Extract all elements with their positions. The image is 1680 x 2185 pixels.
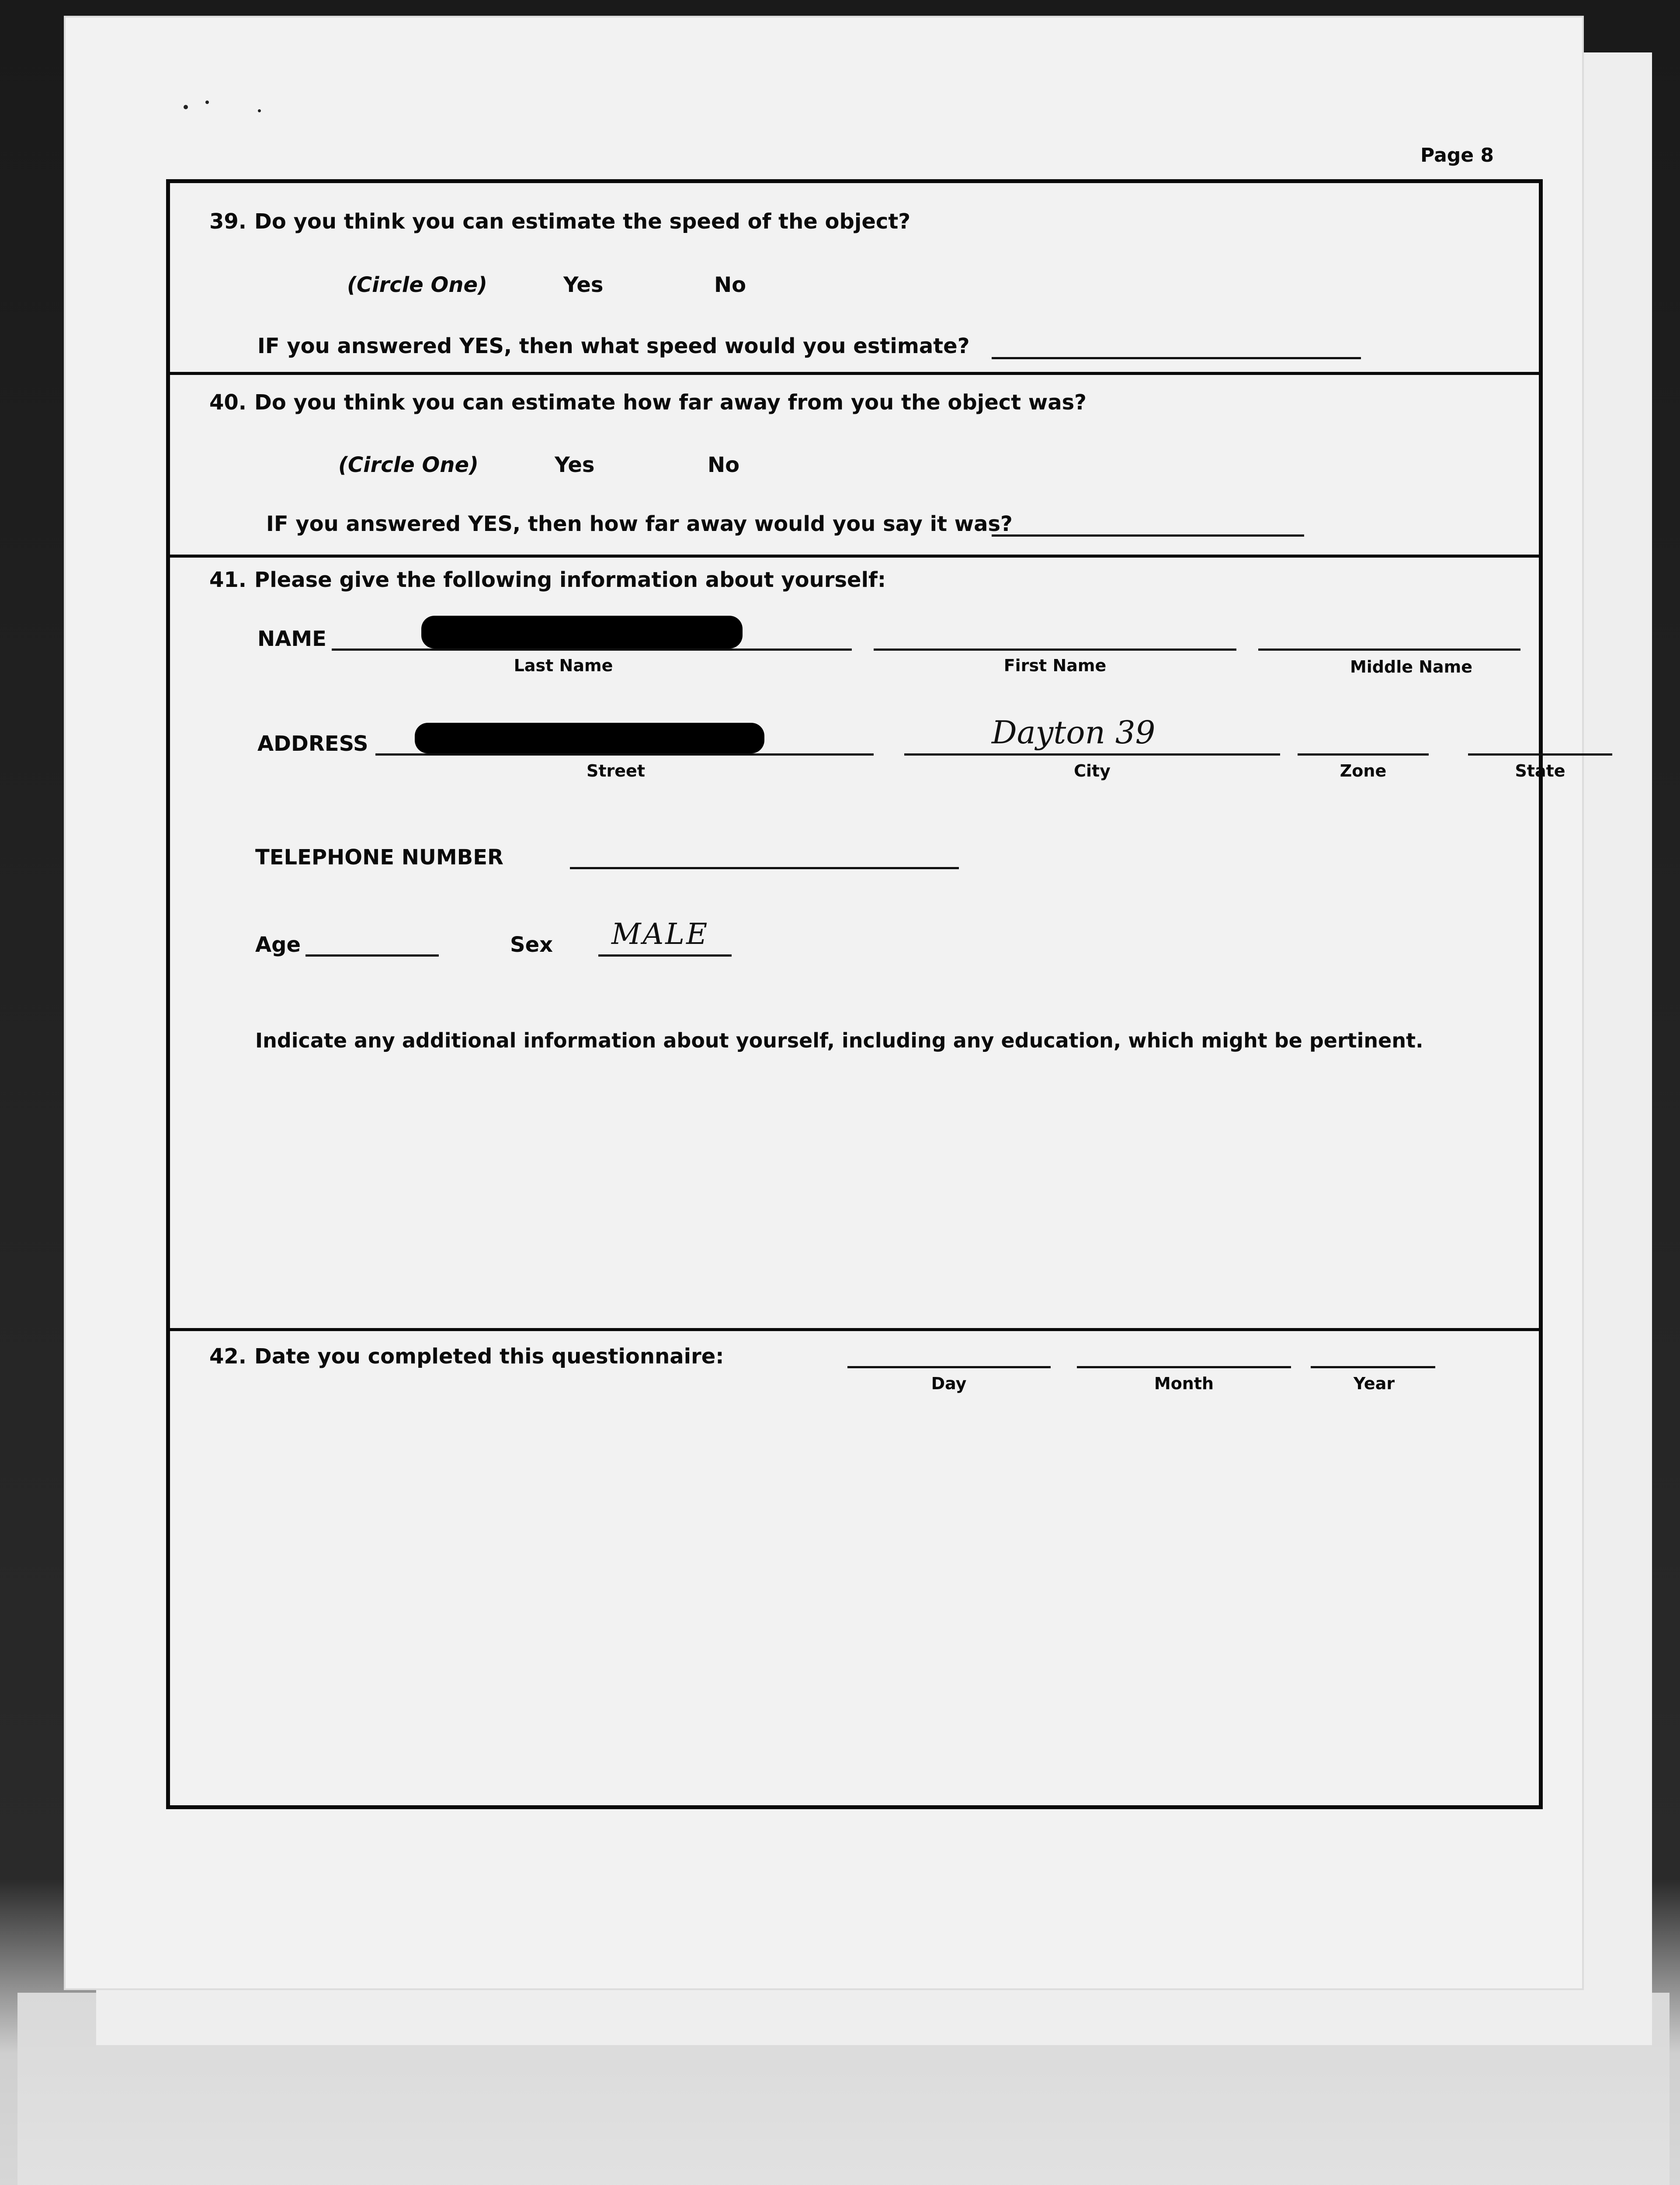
question-40-label: Do you think you can estimate how far away from you the object was?: [254, 390, 1086, 415]
first-name-field[interactable]: [874, 649, 1236, 651]
question-39-label: Do you think you can estimate the speed of the object?: [254, 209, 911, 234]
year-field[interactable]: [1311, 1366, 1435, 1368]
name-label: NAME: [257, 627, 326, 651]
month-caption: Month: [1154, 1374, 1214, 1393]
city-caption: City: [1074, 761, 1111, 780]
q40-no-option[interactable]: No: [708, 453, 740, 477]
age-label: Age: [255, 933, 301, 957]
question-39-section: [170, 183, 1539, 375]
question-42-text: [209, 1344, 724, 1369]
form-page: [66, 17, 1582, 1988]
last-name-caption: Last Name: [514, 656, 613, 675]
sex-handwritten: MALE: [611, 917, 709, 951]
middle-name-field[interactable]: [1258, 649, 1520, 651]
question-42-section: [170, 1331, 1539, 1803]
telephone-field[interactable]: [570, 867, 959, 869]
additional-info-prompt: Indicate any additional information about yourself, including any education, which might be pertinent.: [255, 1029, 1423, 1052]
year-caption: Year: [1353, 1374, 1395, 1393]
sex-field[interactable]: [598, 954, 732, 957]
month-field[interactable]: [1077, 1366, 1291, 1368]
question-40-section: [170, 372, 1539, 558]
question-number: 39.: [209, 209, 247, 234]
state-caption: State: [1515, 761, 1565, 780]
q40-follow-up: IF you answered YES, then how far away would you say it was?: [266, 512, 1013, 536]
city-handwritten: Dayton 39: [992, 714, 1156, 751]
circle-one-label: (Circle One): [347, 273, 487, 297]
redaction-mark: [421, 616, 743, 649]
middle-name-caption: Middle Name: [1350, 657, 1473, 676]
street-field[interactable]: [375, 753, 874, 756]
city-field[interactable]: [904, 753, 1280, 756]
speed-estimate-field[interactable]: [992, 357, 1361, 359]
question-42-label: Date you completed this questionnaire:: [254, 1344, 724, 1369]
q39-no-option[interactable]: No: [714, 273, 746, 297]
q39-yes-option[interactable]: Yes: [563, 273, 604, 297]
first-name-caption: First Name: [1003, 656, 1107, 675]
sex-label: Sex: [510, 933, 553, 957]
street-caption: Street: [587, 761, 645, 780]
redaction-mark: [415, 723, 764, 753]
question-41-label: Please give the following information about yourself:: [254, 568, 886, 592]
dust-speck: [184, 105, 188, 109]
q39-follow-up: IF you answered YES, then what speed would you estimate?: [257, 334, 970, 358]
form-box: [166, 179, 1565, 1809]
zone-field[interactable]: [1298, 753, 1429, 756]
q40-yes-option[interactable]: Yes: [555, 453, 595, 477]
state-field[interactable]: [1468, 753, 1612, 756]
day-caption: Day: [931, 1374, 967, 1393]
zone-caption: Zone: [1340, 761, 1387, 780]
dust-speck: [258, 109, 261, 112]
question-40-text: [209, 390, 1086, 415]
question-number: 41.: [209, 568, 247, 592]
question-41-text: [209, 568, 886, 592]
age-field[interactable]: [305, 954, 439, 957]
telephone-label: TELEPHONE NUMBER: [255, 845, 503, 870]
circle-one-label: (Circle One): [338, 453, 479, 477]
address-label: ADDRESS: [257, 732, 368, 756]
distance-estimate-field[interactable]: [992, 534, 1304, 537]
question-41-section: [170, 555, 1565, 1331]
question-number: 40.: [209, 390, 247, 415]
dust-speck: [205, 101, 209, 104]
day-field[interactable]: [847, 1366, 1051, 1368]
page-number: Page 8: [1420, 144, 1494, 166]
question-39-text: [209, 209, 910, 234]
last-name-field[interactable]: [332, 649, 852, 651]
question-number: 42.: [209, 1344, 247, 1369]
